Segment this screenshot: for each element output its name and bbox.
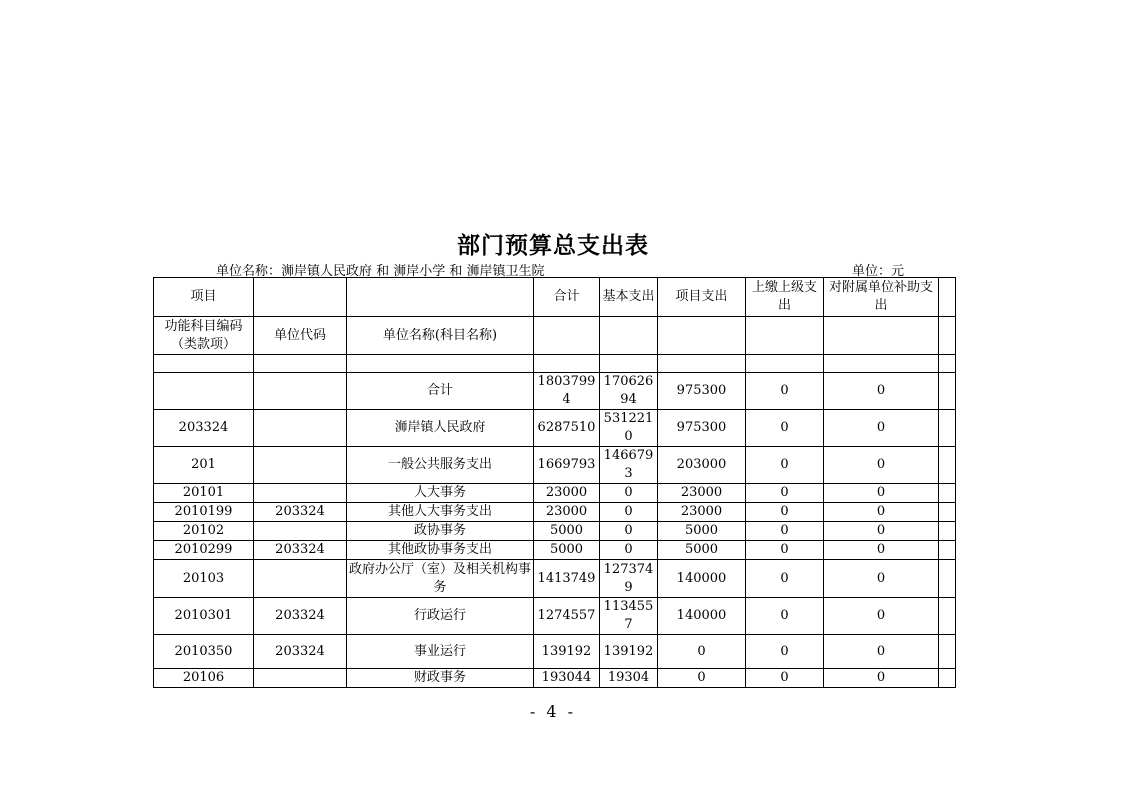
cell-superior: 0 [746,447,824,484]
cell-subsidy: 0 [824,503,939,522]
unit-name-value: 浉岸镇人民政府 和 浉岸小学 和 浉岸镇卫生院 [281,264,545,279]
cell-name: 一般公共服务支出 [347,447,534,484]
cell-unit-code [254,669,347,688]
cell-code: 2010350 [154,635,254,669]
header-blank [939,278,956,317]
cell-total: 23000 [534,484,600,503]
table-row [154,484,956,503]
cell-total: 6287510 [534,410,600,447]
cell-subsidy: 0 [824,541,939,560]
cell-code: 203324 [154,410,254,447]
cell-project: 140000 [658,560,746,598]
header-blank [347,278,534,317]
table-row [154,541,956,560]
cell-unit-code: 203324 [254,635,347,669]
budget-table [153,277,956,688]
cell-superior: 0 [746,484,824,503]
cell-subsidy: 0 [824,669,939,688]
table-row [154,522,956,541]
currency-unit: 单位：元 [852,264,905,279]
page-number: - 4 - [529,702,577,721]
header-total: 合计 [534,278,600,317]
cell-subsidy: 0 [824,522,939,541]
cell-subsidy: 0 [824,635,939,669]
cell-unit-code [254,447,347,484]
cell-blank [939,541,956,560]
table-row [154,503,956,522]
table-row [154,598,956,635]
cell-basic: 17062694 [600,373,658,410]
unit-name-label: 单位名称： [216,264,282,279]
cell-blank [939,373,956,410]
cell-unit-code [254,410,347,447]
cell-subsidy: 0 [824,447,939,484]
table-row [154,447,956,484]
cell-basic: 139192 [600,635,658,669]
cell-unit-code [254,484,347,503]
cell-basic: 0 [600,484,658,503]
cell-unit-code: 203324 [254,541,347,560]
cell-superior: 0 [746,541,824,560]
cell-blank [939,635,956,669]
cell-code: 20101 [154,484,254,503]
cell-project: 23000 [658,503,746,522]
cell-blank [939,669,956,688]
cell-superior: 0 [746,560,824,598]
cell-project: 975300 [658,410,746,447]
cell-basic: 5312210 [600,410,658,447]
cell-basic: 1466793 [600,447,658,484]
cell-subsidy: 0 [824,598,939,635]
cell-name: 事业运行 [347,635,534,669]
cell-project: 203000 [658,447,746,484]
cell-unit-code [254,522,347,541]
cell-name: 政协事务 [347,522,534,541]
cell-name: 浉岸镇人民政府 [347,410,534,447]
cell-subsidy: 0 [824,484,939,503]
header-project: 项目支出 [658,278,746,317]
cell-superior: 0 [746,598,824,635]
cell-blank [939,522,956,541]
cell-name: 其他政协事务支出 [347,541,534,560]
cell-unit-code: 203324 [254,503,347,522]
cell-code [154,373,254,410]
cell-total: 139192 [534,635,600,669]
table-row [154,560,956,598]
cell-project: 0 [658,669,746,688]
cell-code: 20103 [154,560,254,598]
cell-superior: 0 [746,669,824,688]
cell-blank [939,503,956,522]
cell-total: 23000 [534,503,600,522]
cell-basic: 0 [600,541,658,560]
cell-name: 政府办公厅（室）及相关机构事务 [347,560,534,598]
cell-name: 合计 [347,373,534,410]
header-item: 项目 [154,278,254,317]
cell-basic: 1134557 [600,598,658,635]
cell-code: 2010301 [154,598,254,635]
header-superior: 上缴上级支出 [746,278,824,317]
cell-superior: 0 [746,522,824,541]
cell-unit-code: 203324 [254,598,347,635]
cell-code: 201 [154,447,254,484]
cell-basic: 19304 [600,669,658,688]
cell-name: 人大事务 [347,484,534,503]
cell-subsidy: 0 [824,560,939,598]
header-blank [254,278,347,317]
cell-subsidy: 0 [824,410,939,447]
header-unit-name: 单位名称(科目名称) [347,317,534,355]
table-row [154,373,956,410]
cell-code: 20106 [154,669,254,688]
header-basic: 基本支出 [600,278,658,317]
spacer-row [154,355,956,373]
cell-project: 975300 [658,373,746,410]
cell-basic: 1273749 [600,560,658,598]
cell-total: 1274557 [534,598,600,635]
header-subsidy: 对附属单位补助支出 [824,278,939,317]
cell-blank [939,484,956,503]
cell-total: 193044 [534,669,600,688]
cell-name: 财政事务 [347,669,534,688]
cell-blank [939,410,956,447]
cell-superior: 0 [746,635,824,669]
cell-superior: 0 [746,373,824,410]
header-unit-code: 单位代码 [254,317,347,355]
cell-total: 18037994 [534,373,600,410]
cell-blank [939,560,956,598]
cell-unit-code [254,373,347,410]
header-code: 功能科目编码（类款项） [154,317,254,355]
table-row [154,410,956,447]
cell-total: 1669793 [534,447,600,484]
cell-total: 5000 [534,522,600,541]
cell-project: 5000 [658,541,746,560]
cell-total: 5000 [534,541,600,560]
cell-project: 0 [658,635,746,669]
cell-superior: 0 [746,410,824,447]
cell-name: 其他人大事务支出 [347,503,534,522]
table-row [154,635,956,669]
cell-blank [939,598,956,635]
header-row-1 [154,278,956,317]
cell-code: 20102 [154,522,254,541]
cell-code: 2010299 [154,541,254,560]
table-row [154,669,956,688]
cell-total: 1413749 [534,560,600,598]
cell-project: 5000 [658,522,746,541]
cell-subsidy: 0 [824,373,939,410]
cell-project: 140000 [658,598,746,635]
cell-name: 行政运行 [347,598,534,635]
cell-unit-code [254,560,347,598]
cell-code: 2010199 [154,503,254,522]
header-row-2 [154,317,956,355]
cell-basic: 0 [600,522,658,541]
cell-superior: 0 [746,503,824,522]
cell-blank [939,447,956,484]
page-title: 部门预算总支出表 [457,233,649,259]
cell-basic: 0 [600,503,658,522]
cell-project: 23000 [658,484,746,503]
